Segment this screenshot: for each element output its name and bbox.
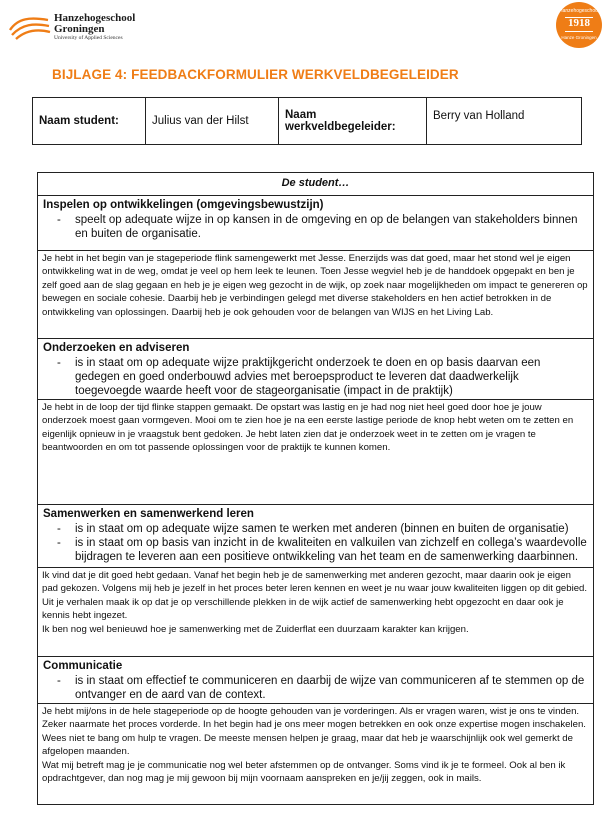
logo-mark-icon — [8, 14, 54, 40]
feedback-paragraph: Wat mij betreft mag je je communicatie nog wel beter afstemmen op de ontvanger. Soms vind ik je te formeel. Ook al ben ik opdrachtgever, dan nog mag je mij gewoon bij mijn voornaam aanspreken en je/jij zeggen, ook in mails. — [42, 759, 566, 785]
feedback-paragraph: Ik ben nog wel benieuwd hoe je samenwerking met de Zuiderflat een duurzaam karakter kan krijgen. — [42, 623, 469, 635]
competence-header — [38, 505, 593, 568]
competence-header — [38, 196, 593, 251]
supervisor-name-value: Berry van Holland — [427, 98, 582, 145]
feedback-paragraph: Je hebt mij/ons in de hele stageperiode op de hoogte gehouden van je vorderingen. Als er vragen waren, wist je ons te vinden. Zeker naarmate het proces vorderde. In het begin had je ons meer mogen betrekken en ook onze expertise mogen inschakelen. Wees niet te bang om hulp te vragen. De meeste mensen helpen je graag, maar dat heb je waarschijnlijk ook wel gemerkt de afgelopen maanden. — [42, 706, 586, 758]
competence-title: Communicatie — [43, 660, 123, 672]
student-name-label: Naam student: — [33, 98, 146, 145]
feedback-text-block — [38, 568, 593, 657]
competence-title: Inspelen op ontwikkelingen (omgevingsbewustzijn) — [43, 199, 324, 211]
logo-subtitle: University of Applied Sciences — [54, 35, 123, 41]
competence-criterion: - speelt op adequate wijze in op kansen in de omgeving en op de belangen van stakeholders binnen en buiten de organisatie. — [57, 214, 578, 240]
criterion-text: is in staat om op adequate wijze samen te werken met anderen (binnen en buiten de organisatie) — [75, 523, 569, 535]
badge-top-text: Hanzehogeschool — [558, 8, 600, 14]
competence-criterion: - is in staat om op adequate wijze samen te werken met anderen (binnen en buiten de organisatie) — [57, 523, 569, 535]
badge-bottom-text: Hanze Groningen — [561, 35, 597, 40]
competence-criterion: - is in staat om op basis van inzicht in de kwaliteiten en valkuilen van zichzelf en collega’s waardevolle bijdragen te leveren aan een positieve ontwikkeling van het team en de samenwerking daarbinnen. — [57, 537, 587, 563]
criterion-text: is in staat om op basis van inzicht in de kwaliteiten en valkuilen van zichzelf en collega’s waardevolle bijdragen te leveren aan een positieve ontwikkeling van het team en de samenwerking daarbinnen. — [75, 537, 587, 563]
student-name-value: Julius van der Hilst — [146, 98, 279, 145]
feedback-form — [37, 172, 594, 805]
hanze-logo — [8, 10, 168, 44]
feedback-text-block — [38, 251, 593, 339]
supervisor-name-label: Naam werkveldbegeleider: — [279, 98, 427, 145]
criterion-text: is in staat om op adequate wijze praktijkgericht onderzoek te doen en op basis daarvan een gedegen en goed onderbouwd advies met beroepsproduct te leveren dat daadwerkelijk toegevoegde waarde heeft voor de stageorganisatie (impact in de praktijk) — [75, 357, 541, 397]
criterion-text: is in staat om effectief te communiceren en daarbij de wijze van communiceren af te stemmen op de ontvanger en de aard van de context. — [75, 675, 585, 701]
logo-name-line2: Groningen — [54, 23, 105, 35]
criterion-text: speelt op adequate wijze in op kansen in de omgeving en op de belangen van stakeholders binnen en buiten de organisatie. — [75, 214, 578, 240]
anniversary-badge-icon — [556, 2, 602, 48]
page-heading: BIJLAGE 4: FEEDBACKFORMULIER WERKVELDBEGELEIDER — [52, 67, 459, 82]
form-title: De student… — [38, 173, 593, 196]
badge-year: 1918 — [568, 17, 590, 29]
feedback-text-block — [38, 400, 593, 505]
logo-name-line1: Hanzehogeschool — [54, 12, 136, 24]
student-info-table — [32, 97, 582, 145]
feedback-paragraph: Je hebt in het begin van je stageperiode flink samengewerkt met Jesse. Enerzijds was dat goed, maar het stond wel je eigen ontwikkeling wat in de weg, omdat je veel op hem leek te leunen. Toen Jesse wegviel heb je de handdoek opgepakt en ben je zelf goed aan de slag gegaan en heb je je eigen weg gezocht in de wijk, op zoek naar mogelijkheden om impact te genereren op bewegen en sociale cohesie. Daarbij heb je verbindingen gelegd met diverse stakeholders en hen actief betrokken in de ontwikkeling van oplossingen. Daarbij heb je ook gehouden voor de belangen van WIJS en het Living Lab. — [42, 253, 588, 318]
feedback-text-block — [38, 704, 593, 804]
competence-header — [38, 339, 593, 400]
competence-header — [38, 657, 593, 704]
competence-title: Samenwerken en samenwerkend leren — [43, 508, 254, 520]
competence-criterion: - is in staat om op adequate wijze praktijkgericht onderzoek te doen en op basis daarvan een gedegen en goed onderbouwd advies met beroepsproduct te leveren dat daadwerkelijk toegevoegde waarde heeft voor de stageorganisatie (impact in de praktijk) — [57, 357, 541, 397]
feedback-paragraph: Ik vind dat je dit goed hebt gedaan. Vanaf het begin heb je de samenwerking met anderen gezocht, maar daarin ook je eigen pad gekozen. Volgens mij heb je jezelf in het proces beter leren kennen en weet je nu waar jouw kwaliteiten liggen op dit gebied. Uit je verhalen maak ik op dat je op verschillende plekken in de wijk actief de samenwerking hebt opgezocht en daar ook je kennis hebt ingezet. — [42, 570, 588, 622]
competence-criterion: - is in staat om effectief te communiceren en daarbij de wijze van communiceren af te stemmen op de ontvanger en de aard van de context. — [57, 675, 585, 701]
competence-title: Onderzoeken en adviseren — [43, 342, 190, 354]
feedback-paragraph: Je hebt in de loop der tijd flinke stappen gemaakt. De opstart was lastig en je had nog niet heel goed door hoe je jouw onderzoek moest gaan vormgeven. Mooi om te zien hoe je na een eerste lastige periode de knop hebt weten om te zetten en eigenlijk opnieuw in je vraagstuk bent gedoken. Je hebt laten zien dat je onderzoek weet in te zetten om je vragen te beantwoorden en om tot passende oplossingen voor de praktijk te kunnen komen. — [42, 402, 574, 454]
